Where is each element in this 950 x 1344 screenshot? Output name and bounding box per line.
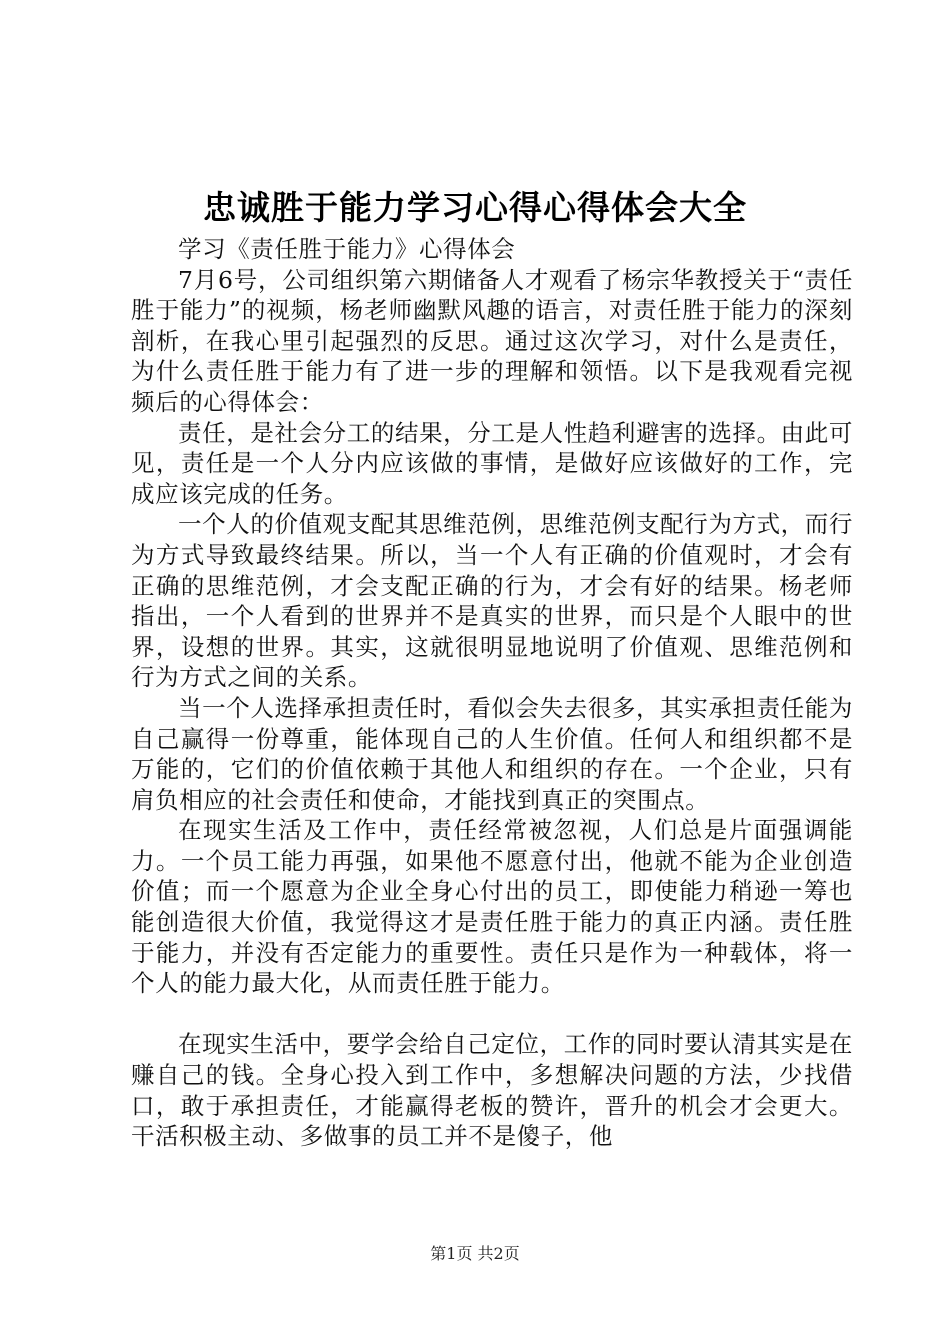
body-paragraph: 一个人的价值观支配其思维范例，思维范例支配行为方式，而行为方式导致最终结果。所以，当一个人有正确的价值观时，才会有正确的思维范例，才会支配正确的行为，才会有好的结果。杨老师指出，一个人看到的世界并不是真实的世界，而只是个人眼中的世界，设想的世界。其实，这就很明显地说明了价值观、思维范例和行为方式之间的关系。 [131,510,853,692]
subtitle-paragraph: 学习《责任胜于能力》心得体会 [178,235,516,263]
body-paragraph: 在现实生活及工作中，责任经常被忽视，人们总是片面强调能力。一个员工能力再强，如果他不愿意付出，他就不能为企业创造价值；而一个愿意为企业全身心付出的员工，即使能力稍逊一筹也能创造很大价值，我觉得这才是责任胜于能力的真正内涵。责任胜于能力，并没有否定能力的重要性。责任只是作为一种载体，将一个人的能力最大化，从而责任胜于能力。 [131,816,853,998]
body-paragraph: 7月6号，公司组织第六期储备人才观看了杨宗华教授关于“责任胜于能力”的视频，杨老师幽默风趣的语言，对责任胜于能力的深刻剖析，在我心里引起强烈的反思。通过这次学习，对什么是责任，为什么责任胜于能力有了进一步的理解和领悟。以下是我观看完视频后的心得体会： [131,265,853,416]
body-paragraph: 责任，是社会分工的结果，分工是人性趋利避害的选择。由此可见，责任是一个人分内应该做的事情，是做好应该做好的工作，完成应该完成的任务。 [131,418,853,508]
page-footer: 第1页 共2页 [430,1244,520,1263]
document-body [131,234,853,1152]
body-paragraph: 在现实生活中，要学会给自己定位，工作的同时要认清其实是在赚自己的钱。全身心投入到工作中，多想解决问题的方法，少找借口，敢于承担责任，才能赢得老板的赞许，晋升的机会才会更大。干活积极主动、多做事的员工并不是傻子，他 [131,1030,853,1151]
document-title: 忠诚胜于能力学习心得心得体会大全 [203,188,747,227]
body-paragraph: 当一个人选择承担责任时，看似会失去很多，其实承担责任能为自己赢得一份尊重，能体现自己的人生价值。任何人和组织都不是万能的，它们的价值依赖于其他人和组织的存在。一个企业，只有肩负相应的社会责任和使命，才能找到真正的突围点。 [131,693,853,814]
